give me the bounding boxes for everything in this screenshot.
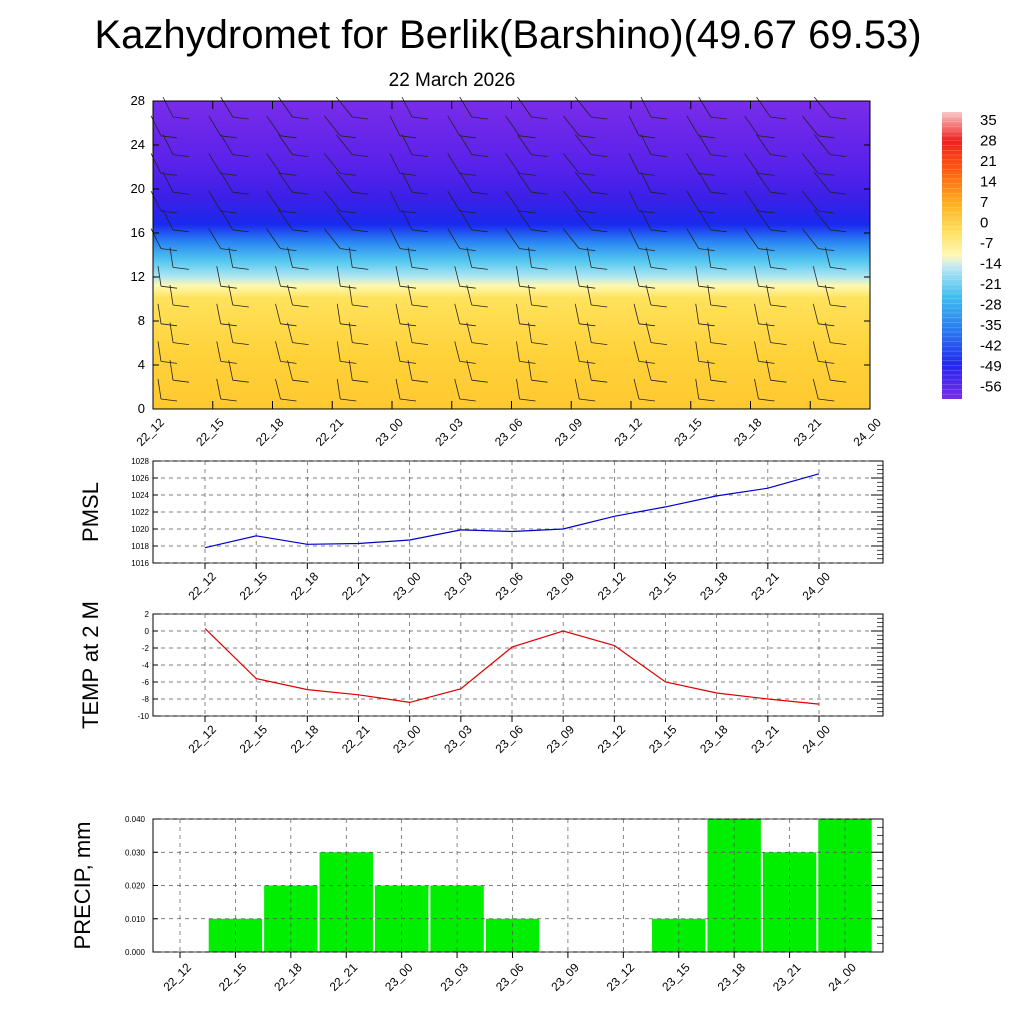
p2-ytick-label: 1024 <box>131 491 149 500</box>
colorbar <box>942 112 1002 399</box>
p3-xtick-label: 23_00 <box>390 722 424 756</box>
pmsl-axis-label: PMSL <box>78 482 103 542</box>
p3-xtick-label: 23_03 <box>441 722 475 756</box>
temp-frame <box>153 614 883 716</box>
precip-axis-label: PRECIP, mm <box>70 821 95 950</box>
chart-title: Kazhydromet for Berlik(Barshino)(49.67 69.53) <box>94 13 922 57</box>
p2-xtick-label: 23_18 <box>697 569 731 603</box>
colorbar-label: -7 <box>980 235 994 253</box>
cs-ytick-label: 16 <box>130 225 145 240</box>
p4-xtick-label: 23_18 <box>714 960 749 994</box>
p2-xtick-label: 22_12 <box>185 569 219 603</box>
p3-ytick-label: -4 <box>141 661 149 670</box>
p3-xtick-label: 23_09 <box>543 722 578 756</box>
cs-ytick-label: 12 <box>130 269 145 284</box>
cross-section-field <box>153 101 870 409</box>
p2-xtick-label: 23_09 <box>543 569 578 603</box>
pmsl-panel <box>78 457 883 603</box>
p4-ytick-label: 0.000 <box>124 948 145 957</box>
chart-date: 22 March 2026 <box>388 70 516 91</box>
cs-xtick-label: 23_21 <box>790 415 825 449</box>
cs-ytick-label: 0 <box>137 401 145 416</box>
colorbar-label: 35 <box>980 112 997 130</box>
temp-axis-label: TEMP at 2 M <box>78 601 103 729</box>
p3-ytick-label: 2 <box>144 610 149 619</box>
p3-xtick-label: 22_21 <box>338 722 373 756</box>
p2-xtick-label: 23_15 <box>645 569 680 603</box>
cs-xtick-label: 22_18 <box>252 415 287 449</box>
p4-ytick-label: 0.040 <box>124 815 145 824</box>
p2-ytick-label: 1026 <box>131 474 149 483</box>
cs-xtick-label: 22_21 <box>312 415 347 449</box>
p4-xtick-label: 22_21 <box>326 960 361 994</box>
p2-xtick-label: 23_12 <box>594 569 629 603</box>
p4-xtick-label: 23_12 <box>603 960 638 994</box>
p4-xtick-label: 22_12 <box>160 960 194 994</box>
pmsl-frame <box>153 461 883 563</box>
p4-xtick-label: 23_06 <box>492 960 527 994</box>
p4-xtick-label: 22_18 <box>271 960 305 994</box>
colorbar-label: -56 <box>980 378 1002 396</box>
p4-xtick-label: 23_03 <box>437 960 472 994</box>
p3-ytick-label: -6 <box>141 678 149 687</box>
cs-ytick-label: 24 <box>130 137 145 152</box>
cs-xtick-label: 22_15 <box>193 415 227 449</box>
p2-xtick-label: 24_00 <box>799 569 833 603</box>
colorbar-label: 28 <box>980 132 997 150</box>
colorbar-label: 0 <box>980 214 989 232</box>
colorbar-label: 14 <box>980 173 997 191</box>
p3-ytick-label: -10 <box>137 712 149 721</box>
p3-xtick-label: 23_21 <box>748 722 782 756</box>
p2-xtick-label: 22_18 <box>287 569 322 603</box>
p3-xtick-label: 23_15 <box>645 722 680 756</box>
cs-ytick-label: 20 <box>130 181 145 196</box>
colorbar-label: -35 <box>980 317 1002 335</box>
p3-ytick-label: 0 <box>144 627 149 636</box>
p3-xtick-label: 22_18 <box>287 722 322 756</box>
p4-ytick-label: 0.010 <box>124 914 145 924</box>
p4-xtick-label: 23_09 <box>548 960 582 994</box>
p3-ytick-label: -8 <box>141 695 149 704</box>
cs-xtick-label: 23_15 <box>671 415 705 449</box>
cs-xtick-label: 23_06 <box>491 415 526 449</box>
p2-xtick-label: 23_21 <box>748 569 782 603</box>
p2-ytick-label: 1028 <box>131 457 149 466</box>
cs-xtick-label: 23_03 <box>432 415 466 449</box>
p3-xtick-label: 24_00 <box>799 722 833 756</box>
p4-ytick-label: 0.030 <box>124 848 145 858</box>
p3-xtick-label: 22_15 <box>236 722 271 756</box>
cross-section-panel <box>131 93 885 449</box>
colorbar-label: -21 <box>980 276 1002 294</box>
p4-xtick-label: 23_00 <box>382 960 416 994</box>
p2-xtick-label: 23_00 <box>390 569 424 603</box>
p4-xtick-label: 23_15 <box>659 960 693 994</box>
cs-xtick-label: 22_12 <box>133 415 167 449</box>
cs-ytick-label: 8 <box>137 313 145 328</box>
colorbar-label: -14 <box>980 255 1002 273</box>
cs-ytick-label: 4 <box>137 357 145 372</box>
cs-ytick-label: 28 <box>130 93 145 108</box>
cs-xtick-label: 23_00 <box>372 415 406 449</box>
cs-xtick-label: 23_09 <box>551 415 586 449</box>
p3-xtick-label: 23_18 <box>697 722 731 756</box>
p4-xtick-label: 24_00 <box>825 960 859 994</box>
p4-xtick-label: 22_15 <box>215 960 250 994</box>
precip-panel <box>70 815 883 994</box>
p2-ytick-label: 1018 <box>131 542 149 551</box>
p2-ytick-label: 1022 <box>131 508 149 517</box>
p4-ytick-label: 0.020 <box>124 881 145 891</box>
p2-xtick-label: 23_06 <box>492 569 526 603</box>
colorbar-label: -42 <box>980 337 1002 355</box>
colorbar-label: 21 <box>980 153 997 171</box>
cs-xtick-label: 24_00 <box>850 415 884 449</box>
p2-xtick-label: 22_21 <box>338 569 373 603</box>
cs-xtick-label: 23_18 <box>730 415 765 449</box>
p2-xtick-label: 23_03 <box>441 569 475 603</box>
p4-xtick-label: 23_21 <box>770 960 804 994</box>
colorbar-label: -28 <box>980 296 1002 314</box>
colorbar-label: 7 <box>980 194 989 212</box>
p3-xtick-label: 22_12 <box>185 722 219 756</box>
p2-xtick-label: 22_15 <box>236 569 271 603</box>
p3-xtick-label: 23_12 <box>594 722 629 756</box>
p2-ytick-label: 1020 <box>131 525 149 534</box>
cs-xtick-label: 23_12 <box>611 415 645 449</box>
temp-panel <box>78 601 883 756</box>
p3-xtick-label: 23_06 <box>492 722 526 756</box>
p2-ytick-label: 1016 <box>131 559 149 568</box>
colorbar-label: -49 <box>980 358 1002 376</box>
p3-ytick-label: -2 <box>141 644 149 653</box>
